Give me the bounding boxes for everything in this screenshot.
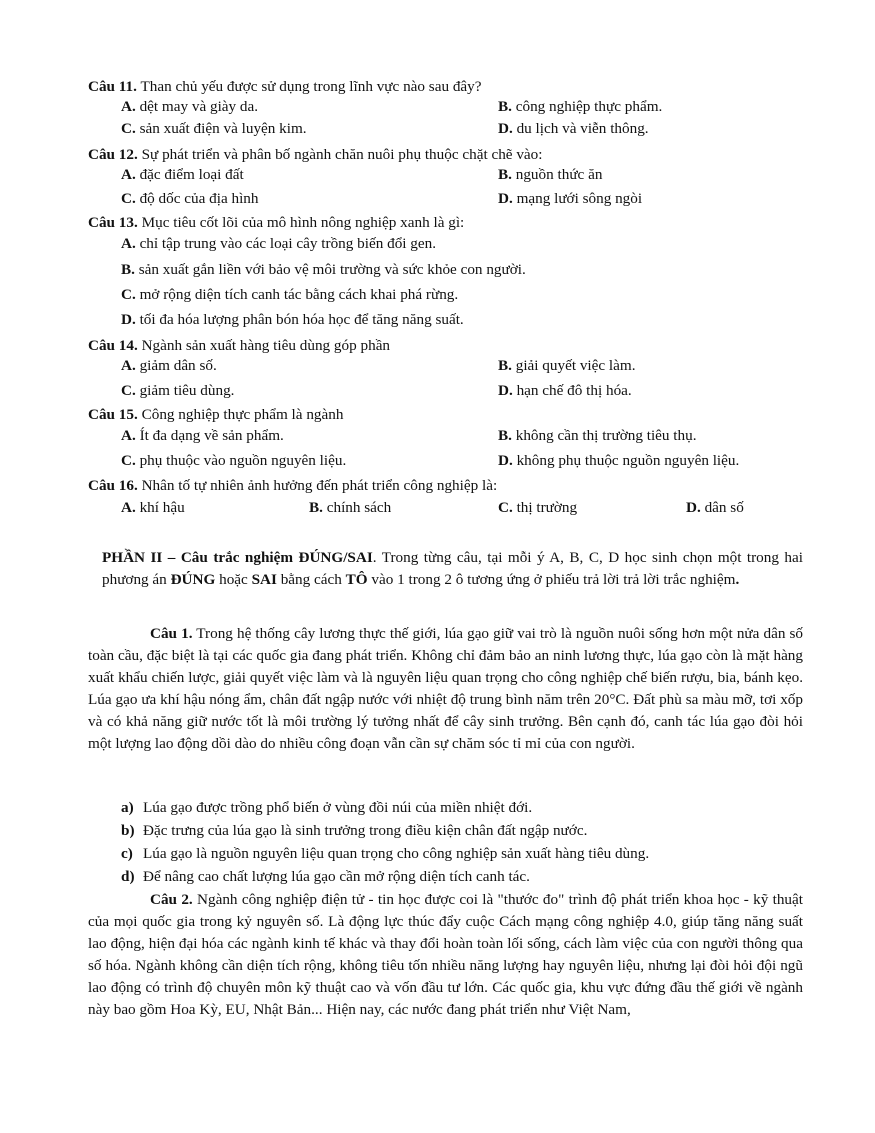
option-a: A. giảm dân số.: [121, 357, 217, 374]
question-16: [88, 476, 497, 496]
question-label: Câu 15.: [88, 406, 138, 423]
option-c: C. thị trường: [498, 499, 578, 516]
question-text: Ngành sản xuất hàng tiêu dùng góp phần: [137, 337, 391, 354]
question-text: Nhân tố tự nhiên ảnh hưởng đến phát triển công nghiệp là:: [137, 477, 498, 494]
statement-a: a) Lúa gạo được trồng phổ biến ở vùng đồi núi của miền nhiệt đới.: [121, 799, 533, 816]
option-d: D. du lịch và viễn thông.: [498, 120, 649, 137]
part-2-title: PHẦN II – Câu trắc nghiệm ĐÚNG/SAI: [102, 549, 373, 566]
option-d: D. dân số: [686, 499, 744, 516]
passage-2: [88, 889, 803, 1021]
part-2-instructions: PHẦN II – Câu trắc nghiệm ĐÚNG/SAI. Trong từng câu, tại mỗi ý A, B, C, D học sinh chọn một trong hai phương án ĐÚNG hoặc SAI bằng cách TÔ vào 1 trong 2 ô tương ứng ở phiếu trả lời trả lời trắc nghiệm.: [102, 549, 803, 588]
passage-label: Câu 2.: [150, 891, 193, 908]
option-c: C. độ dốc của địa hình: [121, 190, 259, 207]
option-a: A. Ít đa dạng về sản phẩm.: [121, 427, 284, 444]
passage-1: [88, 623, 803, 755]
option-b: B. chính sách: [309, 499, 392, 516]
option-d: D. không phụ thuộc nguồn nguyên liệu.: [498, 452, 740, 469]
question-text: Than chủ yếu được sử dụng trong lĩnh vực nào sau đây?: [136, 78, 482, 95]
option-d: D. hạn chế đô thị hóa.: [498, 382, 632, 399]
statement-b: b) Đặc trưng của lúa gạo là sinh trưởng trong điều kiện chân đất ngập nước.: [121, 822, 588, 839]
option-b: B. nguồn thức ăn: [498, 166, 603, 183]
question-text: Sự phát triển và phân bố ngành chăn nuôi phụ thuộc chặt chẽ vào:: [137, 146, 543, 163]
question-label: Câu 16.: [88, 477, 138, 494]
option-b: B. sản xuất gắn liền với bảo vệ môi trường và sức khỏe con người.: [121, 261, 526, 278]
question-label: Câu 14.: [88, 337, 138, 354]
question-14: [88, 336, 390, 356]
option-c: C. sản xuất điện và luyện kim.: [121, 120, 307, 137]
question-text: Mục tiêu cốt lõi của mô hình nông nghiệp xanh là gì:: [137, 214, 465, 231]
option-c: C. phụ thuộc vào nguồn nguyên liệu.: [121, 452, 347, 469]
option-d: D. mạng lưới sông ngòi: [498, 190, 643, 207]
passage-text: Trong hệ thống cây lương thực thế giới, lúa gạo giữ vai trò là nguồn nuôi sống hơn một nửa dân số toàn cầu, đặc biệt là tại các quốc gia đang phát triển. Không chỉ đảm bảo an ninh lương thực, lúa gạo còn là mặt hàng xuất khẩu chiến lược, giải quyết việc làm và là nguyên liệu quan trọng cho công nghiệp chế biến rượu, bia, bánh kẹo. Lúa gạo ưa khí hậu nóng ẩm, chân đất ngập nước với nhiệt độ trung bình năm trên 20°C. Đất phù sa màu mỡ, tơi xốp và có khả năng giữ nước tốt là môi trường lý tưởng nhất để cây sinh trưởng. Bên cạnh đó, canh tác lúa gạo đòi hỏi một lượng lao động dồi dào do nhiều công đoạn vẫn cần sự chăm sóc tỉ mỉ của con người.: [88, 625, 803, 752]
option-a: A. chỉ tập trung vào các loại cây trồng biến đổi gen.: [121, 235, 437, 252]
question-label: Câu 11.: [88, 78, 137, 95]
statement-d: d) Để nâng cao chất lượng lúa gạo cần mở rộng diện tích canh tác.: [121, 868, 530, 885]
question-13: [88, 213, 464, 233]
question-11: [88, 77, 482, 97]
passage-text: Ngành công nghiệp điện tử - tin học được coi là "thước đo" trình độ phát triển khoa học - kỹ thuật của mọi quốc gia trong kỷ nguyên số. Là động lực thúc đẩy cuộc Cách mạng công nghiệp 4.0, giúp tăng năng suất lao động, hiện đại hóa các ngành kinh tế khác và thay đổi hoàn toàn lối sống, cách làm việc của con người thông qua số hóa. Ngành không cần diện tích rộng, không tiêu tốn nhiều năng lượng hay nguyên liệu, nhưng lại đòi hỏi đội ngũ lao động có trình độ chuyên môn kỹ thuật cao và vốn đầu tư lớn. Các quốc gia, khu vực đứng đầu thế giới về ngành này bao gồm Hoa Kỳ, EU, Nhật Bản... Hiện nay, các nước đang phát triển như Việt Nam,: [88, 891, 803, 1018]
question-15: [88, 405, 343, 425]
option-a: A. khí hậu: [121, 499, 185, 516]
option-a: A. dệt may và giày da.: [121, 98, 259, 115]
passage-label: Câu 1.: [150, 625, 193, 642]
question-12: [88, 145, 542, 165]
option-d: D. tối đa hóa lượng phân bón hóa học để tăng năng suất.: [121, 311, 464, 328]
question-label: Câu 12.: [88, 146, 138, 163]
option-b: B. không cần thị trường tiêu thụ.: [498, 427, 697, 444]
option-c: C. mở rộng diện tích canh tác bằng cách khai phá rừng.: [121, 286, 459, 303]
option-b: B. công nghiệp thực phẩm.: [498, 98, 663, 115]
option-b: B. giải quyết việc làm.: [498, 357, 636, 374]
statement-c: c) Lúa gạo là nguồn nguyên liệu quan trọng cho công nghiệp sản xuất hàng tiêu dùng.: [121, 845, 650, 862]
option-a: A. đặc điểm loại đất: [121, 166, 244, 183]
question-text: Công nghiệp thực phẩm là ngành: [137, 406, 344, 423]
option-c: C. giảm tiêu dùng.: [121, 382, 235, 399]
question-label: Câu 13.: [88, 214, 138, 231]
